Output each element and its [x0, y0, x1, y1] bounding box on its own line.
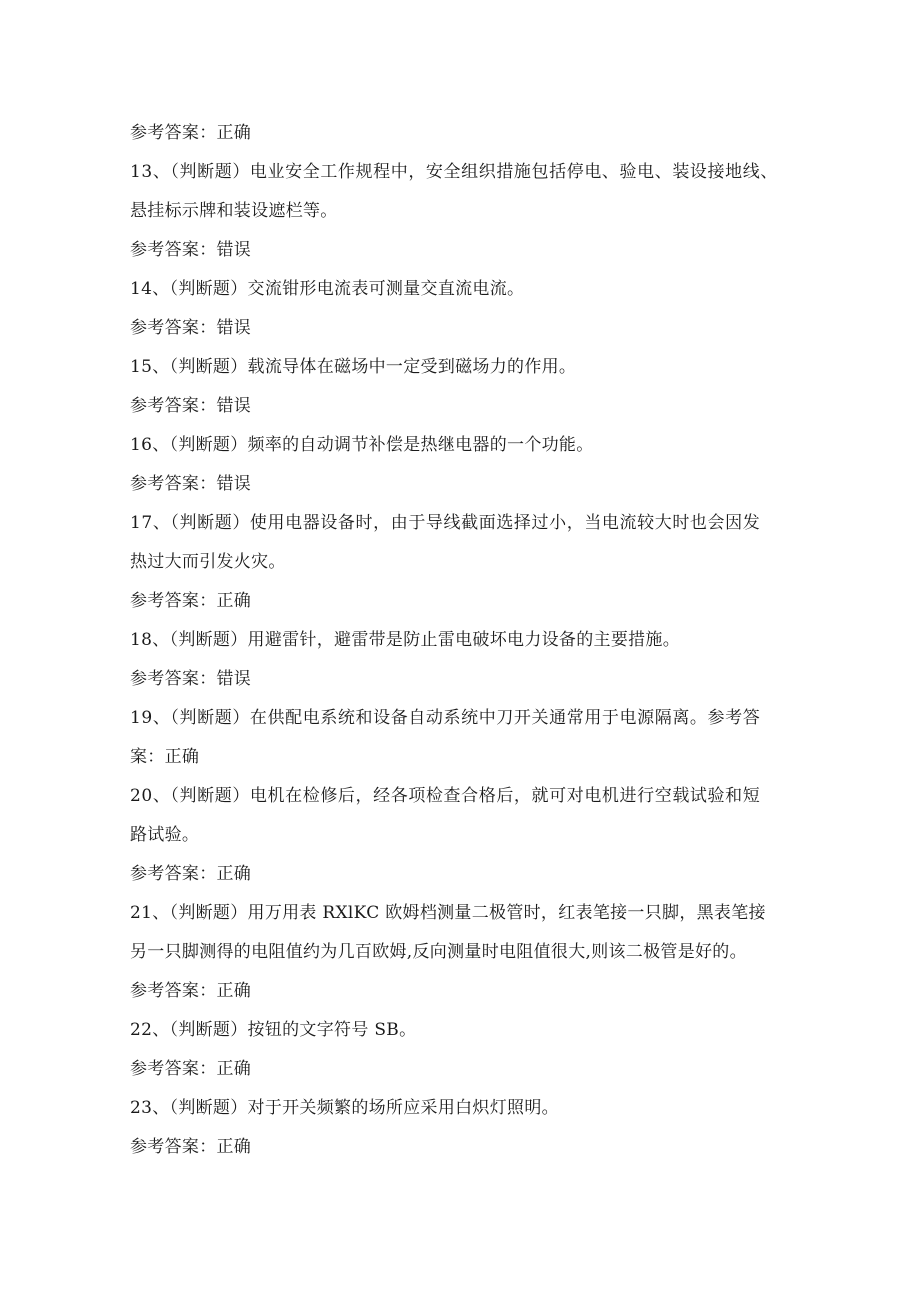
question-line: 16、（判断题）频率的自动调节补偿是热继电器的一个功能。: [130, 435, 594, 455]
question-line: 路试验。: [130, 825, 200, 845]
answer-line: 参考答案：错误: [130, 474, 252, 494]
question-line: 15、（判断题）载流导体在磁场中一定受到磁场力的作用。: [130, 357, 577, 377]
question-line: 20、（判断题）电机在检修后，经各项检查合格后，就可对电机进行空载试验和短: [130, 786, 761, 806]
answer-line: 参考答案：正确: [130, 123, 252, 143]
question-line: 17、（判断题）使用电器设备时，由于导线截面选择过小，当电流较大时也会因发: [130, 513, 761, 533]
answer-line: 案：正确: [130, 747, 200, 767]
answer-line: 参考答案：正确: [130, 981, 252, 1001]
answer-line: 参考答案：错误: [130, 240, 252, 260]
question-list: [130, 114, 795, 1167]
question-line: 悬挂标示牌和装设遮栏等。: [130, 201, 338, 221]
question-line: 22、（判断题）按钮的文字符号 SB。: [130, 1020, 417, 1040]
question-line: 另一只脚测得的电阻值约为几百欧姆,反向测量时电阻值很大,则该二极管是好的。: [130, 942, 747, 962]
answer-line: 参考答案：错误: [130, 396, 252, 416]
question-line: 19、（判断题）在供配电系统和设备自动系统中刀开关通常用于电源隔离。参考答: [130, 708, 761, 728]
answer-line: 参考答案：正确: [130, 1137, 252, 1157]
answer-line: 参考答案：正确: [130, 1059, 252, 1079]
answer-line: 参考答案：错误: [130, 318, 252, 338]
answer-line: 参考答案：错误: [130, 669, 252, 689]
question-line: 18、（判断题）用避雷针，避雷带是防止雷电破坏电力设备的主要措施。: [130, 630, 681, 650]
question-line: 21、（判断题）用万用表 RXlKC 欧姆档测量二极管时，红表笔接一只脚，黑表笔接: [130, 903, 766, 923]
question-line: 热过大而引发火灾。: [130, 552, 286, 572]
answer-line: 参考答案：正确: [130, 864, 252, 884]
answer-line: 参考答案：正确: [130, 591, 252, 611]
question-line: 23、（判断题）对于开关频繁的场所应采用白炽灯照明。: [130, 1098, 559, 1118]
question-line: 13、（判断题）电业安全工作规程中，安全组织措施包括停电、验电、装设接地线、: [130, 162, 778, 182]
question-line: 14、（判断题）交流钳形电流表可测量交直流电流。: [130, 279, 525, 299]
